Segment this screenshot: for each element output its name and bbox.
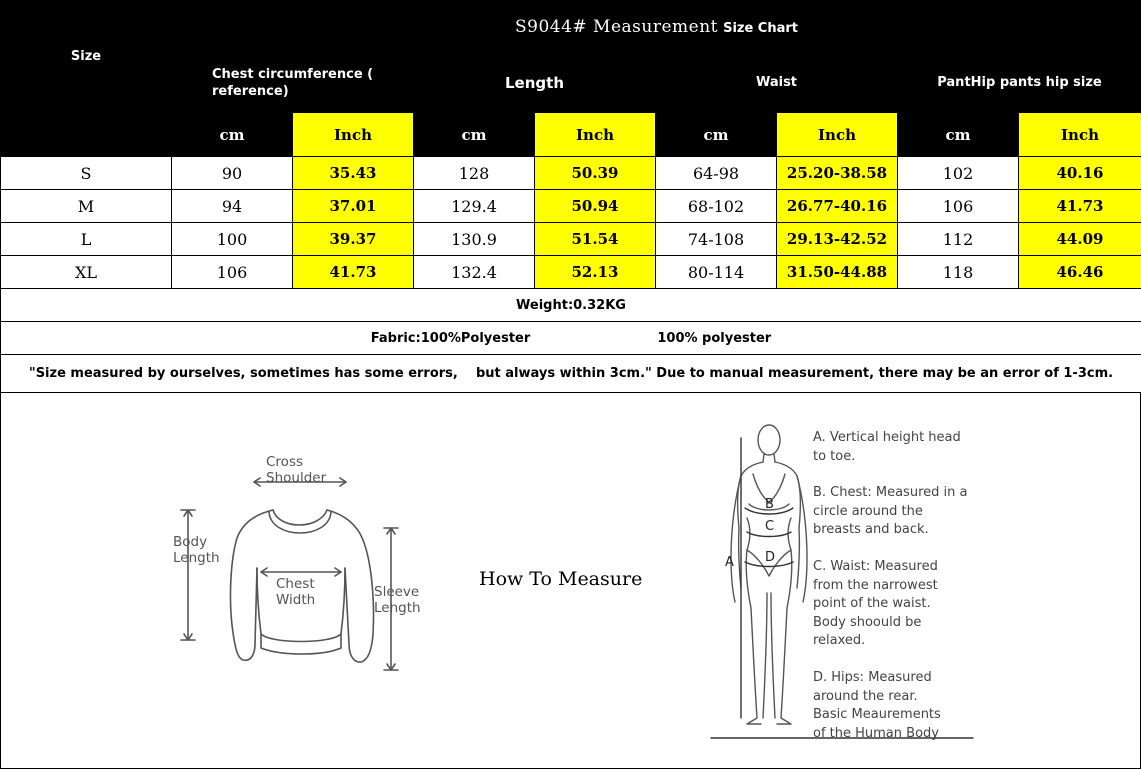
sleeve-length-label-2: Length xyxy=(374,600,421,616)
chest-inch-cell: 39.37 xyxy=(293,223,414,256)
chest-inch-cell: 35.43 xyxy=(293,157,414,190)
unit-cm: cm xyxy=(898,113,1019,157)
waist-inch-cell: 26.77-40.16 xyxy=(777,190,898,223)
fabric-row xyxy=(1,322,1141,355)
chart-title xyxy=(172,1,1141,53)
chest-header: Chest circumference ( reference) xyxy=(172,53,414,113)
hip-cm-cell: 102 xyxy=(898,157,1019,190)
table-row xyxy=(1,223,1141,256)
how-to-measure-title: How To Measure xyxy=(479,568,643,590)
length-inch-cell: 50.94 xyxy=(535,190,656,223)
legend-b-line-2: circle around the xyxy=(813,503,923,519)
waist-inch-cell: 29.13-42.52 xyxy=(777,223,898,256)
chart-title-sub: Size Chart xyxy=(723,20,798,36)
cross-shoulder-label-2: Shoulder xyxy=(266,470,327,486)
waist-cm-cell: 68-102 xyxy=(656,190,777,223)
marker-d: D xyxy=(765,550,776,565)
length-cm-cell: 129.4 xyxy=(414,190,535,223)
hip-inch-cell: 46.46 xyxy=(1019,256,1141,289)
sweater-diagram xyxy=(161,448,451,698)
hip-inch-cell: 44.09 xyxy=(1019,223,1141,256)
unit-inch: Inch xyxy=(293,113,414,157)
hip-inch-cell: 41.73 xyxy=(1019,190,1141,223)
fabric-right: 100% polyester xyxy=(657,330,772,346)
chest-inch-cell: 41.73 xyxy=(293,256,414,289)
table-row xyxy=(1,256,1141,289)
chest-cm-cell: 106 xyxy=(172,256,293,289)
legend-d-line-4: of the Human Body xyxy=(813,725,939,741)
waist-inch-cell: 25.20-38.58 xyxy=(777,157,898,190)
chart-title-main: S9044# Measurement xyxy=(515,16,718,37)
length-cm-cell: 132.4 xyxy=(414,256,535,289)
legend-c xyxy=(813,558,938,651)
waist-inch-cell: 31.50-44.88 xyxy=(777,256,898,289)
legend-d-line-1: D. Hips: Measured xyxy=(813,670,932,685)
chest-width-label-2: Width xyxy=(276,592,316,608)
legend-a-line-2: to toe. xyxy=(813,448,856,464)
legend-b xyxy=(813,484,967,540)
size-unit-blank xyxy=(1,113,172,157)
legend-b-line-1: B. Chest: Measured in a xyxy=(813,485,968,500)
disclaimer-row: "Size measured by ourselves, sometimes has some errors, but always within 3cm." Due to manual measurement, there may be an error of 1-3cm. xyxy=(1,355,1141,393)
size-cell: M xyxy=(1,190,172,223)
marker-b: B xyxy=(765,497,774,512)
legend-a-line-1: A. Vertical height head xyxy=(813,430,961,445)
fabric-left: Fabric:100%Polyester xyxy=(370,330,531,346)
chest-cm-cell: 100 xyxy=(172,223,293,256)
cross-shoulder-label-1: Cross xyxy=(266,454,304,470)
unit-inch: Inch xyxy=(777,113,898,157)
chest-cm-cell: 94 xyxy=(172,190,293,223)
hip-header: PantHip pants hip size xyxy=(898,53,1141,113)
legend-a xyxy=(813,429,961,466)
size-header: Size xyxy=(1,1,172,113)
length-inch-cell: 51.54 xyxy=(535,223,656,256)
waist-header: Waist xyxy=(656,53,898,113)
length-header: Length xyxy=(414,53,656,113)
table-row xyxy=(1,157,1141,190)
unit-cm: cm xyxy=(172,113,293,157)
size-cell: S xyxy=(1,157,172,190)
length-inch-cell: 50.39 xyxy=(535,157,656,190)
marker-c: C xyxy=(765,519,775,534)
legend-c-line-4: Body shoould be xyxy=(813,614,922,630)
hip-cm-cell: 112 xyxy=(898,223,1019,256)
legend-c-line-3: point of the waist. xyxy=(813,596,931,611)
legend-d-line-3: Basic Meaurements xyxy=(813,707,941,722)
chest-width-label-1: Chest xyxy=(276,576,315,592)
sleeve-length-label-1: Sleeve xyxy=(374,584,420,600)
marker-a: A xyxy=(725,555,734,570)
length-cm-cell: 130.9 xyxy=(414,223,535,256)
length-cm-cell: 128 xyxy=(414,157,535,190)
how-to-measure-panel xyxy=(0,393,1141,769)
length-inch-cell: 52.13 xyxy=(535,256,656,289)
chest-inch-cell: 37.01 xyxy=(293,190,414,223)
chest-cm-cell: 90 xyxy=(172,157,293,190)
legend-b-line-3: breasts and back. xyxy=(813,522,929,537)
legend-c-line-2: from the narrowest xyxy=(813,577,938,593)
waist-cm-cell: 80-114 xyxy=(656,256,777,289)
size-cell: L xyxy=(1,223,172,256)
body-length-label-1: Body xyxy=(173,534,208,550)
hip-cm-cell: 106 xyxy=(898,190,1019,223)
size-cell: XL xyxy=(1,256,172,289)
body-length-label-2: Length xyxy=(173,550,220,566)
unit-cm: cm xyxy=(414,113,535,157)
legend-d xyxy=(813,669,941,743)
table-row xyxy=(1,190,1141,223)
waist-cm-cell: 74-108 xyxy=(656,223,777,256)
waist-cm-cell: 64-98 xyxy=(656,157,777,190)
hip-inch-cell: 40.16 xyxy=(1019,157,1141,190)
legend-c-line-5: relaxed. xyxy=(813,633,866,648)
legend-c-line-1: C. Waist: Measured xyxy=(813,559,938,574)
unit-inch: Inch xyxy=(1019,113,1141,157)
weight-row: Weight:0.32KG xyxy=(1,289,1141,322)
hip-cm-cell: 118 xyxy=(898,256,1019,289)
legend-d-line-2: around the rear. xyxy=(813,688,918,704)
unit-inch: Inch xyxy=(535,113,656,157)
unit-cm: cm xyxy=(656,113,777,157)
